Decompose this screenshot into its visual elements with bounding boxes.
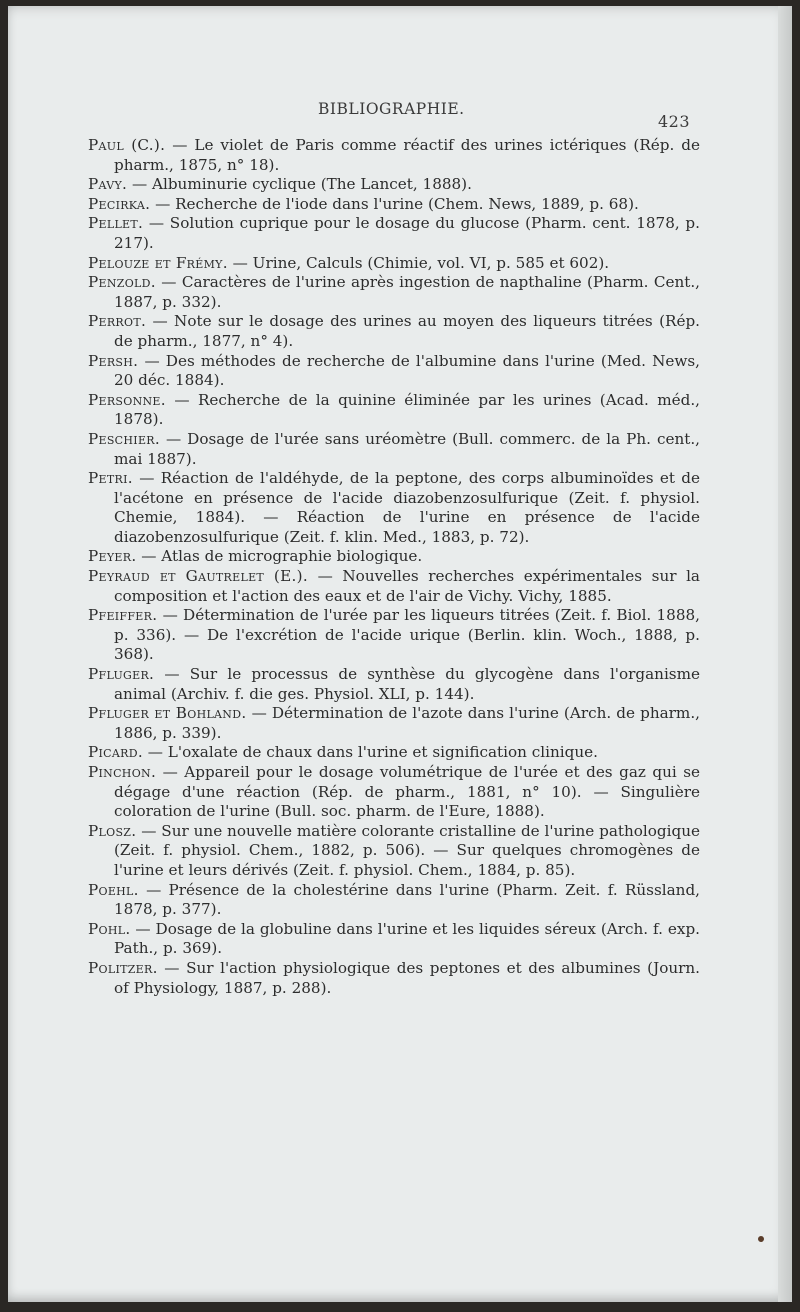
entry-text: — Des méthodes de recherche de l'albumine dans l'urine (Med. News, 20 déc. 1884).: [114, 351, 700, 390]
entry-author: Perrot.: [88, 312, 147, 331]
bibliography-list: [88, 136, 700, 998]
entry-author: Peyraud et Gautrelet (E.).: [88, 567, 309, 586]
bibliography-entry: [88, 959, 700, 998]
entry-text: — Atlas de micrographie biologique.: [136, 547, 423, 566]
entry-author: Pinchon.: [88, 763, 157, 781]
entry-author: Pfluger et Bohland.: [88, 704, 247, 723]
entry-author: Paul (C.).: [88, 136, 166, 154]
entry-author: Plosz.: [88, 821, 137, 840]
bibliography-entry: [88, 606, 700, 665]
entry-text: — Urine, Calculs (Chimie, vol. VI, p. 585 et 602).: [227, 253, 610, 272]
bibliography-entry: [88, 881, 700, 920]
ink-spot-decoration: [758, 1236, 764, 1242]
bibliography-entry: [88, 920, 700, 959]
bibliography-entry: [88, 312, 700, 351]
entry-text: — Présence de la cholestérine dans l'urine (Pharm. Zeit. f. Rüssland, 1878, p. 377).: [114, 880, 700, 919]
entry-text: — Caractères de l'urine après ingestion de napthaline (Pharm. Cent., 1887, p. 332).: [114, 273, 700, 311]
entry-author: Pavy.: [88, 175, 128, 194]
bibliography-entry: [88, 352, 700, 391]
entry-text: — Sur l'action physiologique des peptones et des albumines (Journ. of Physiology, 1887, p. 288).: [114, 958, 700, 997]
entry-author: Peschier.: [88, 429, 160, 448]
entry-author: Politzer.: [88, 958, 158, 977]
entry-author: Peyer.: [88, 547, 137, 566]
entry-author: Personne.: [88, 390, 166, 409]
bibliography-entry: [88, 822, 700, 881]
entry-author: Pfeiffer.: [88, 606, 158, 625]
entry-text: — Dosage de l'urée sans uréomètre (Bull. commerc. de la Ph. cent., mai 1887).: [114, 429, 700, 468]
entry-text: — L'oxalate de chaux dans l'urine et signification clinique.: [142, 743, 598, 762]
entry-author: Picard.: [88, 743, 143, 762]
bibliography-entry: [88, 704, 700, 743]
entry-text: — Détermination de l'azote dans l'urine (Arch. de pharm., 1886, p. 339).: [114, 704, 700, 742]
entry-author: Pellet.: [88, 214, 144, 233]
entry-text: — Appareil pour le dosage volumétrique de l'urée et des gaz qui se dégage d'une réaction (Rép. de pharm., 1881, n° 10). — Singulière coloration de l'urine (Bull. soc. pharm. de l'Eure, 1888).: [114, 763, 700, 821]
entry-author: Pecirka.: [88, 194, 151, 213]
entry-author: Poehl.: [88, 880, 139, 899]
bibliography-entry: [88, 567, 700, 606]
entry-text: — Dosage de la globuline dans l'urine et les liquides séreux (Arch. f. exp. Path., p. 369).: [114, 919, 700, 958]
bibliography-entry: [88, 547, 700, 567]
entry-author: Pfluger.: [88, 665, 155, 684]
entry-text: — Note sur le dosage des urines au moyen des liqueurs titrées (Rép. de pharm., 1877, n° 4).: [114, 312, 700, 350]
entry-text: — Réaction de l'aldéhyde, de la peptone, des corps albuminoïdes et de l'acétone en présence de l'acide diazobenzosulfurique (Zeit. f. physiol. Chemie, 1884). — Réaction de l'urine en présence de l'acide diazobenzosulfurique (Zeit. f. klin. Med., 1883, p. 72).: [114, 469, 700, 546]
entry-text: — Recherche de l'iode dans l'urine (Chem. News, 1889, p. 68).: [150, 194, 639, 213]
entry-author: Pohl.: [88, 919, 131, 938]
book-page: [8, 6, 792, 1302]
entry-text: — Sur une nouvelle matière colorante cristalline de l'urine pathologique (Zeit. f. physiol. Chem., 1882, p. 506). — Sur quelques chromogènes de l'urine et leurs dérivés (Zeit. f. physiol. Chem., 1884, p. 85).: [114, 821, 700, 879]
bibliography-entry: [88, 195, 700, 215]
bibliography-entry: [88, 763, 700, 822]
entry-author: Persh.: [88, 351, 139, 370]
bibliography-entry: [88, 469, 700, 547]
bibliography-entry: [88, 175, 700, 195]
bibliography-entry: [88, 273, 700, 312]
bibliography-entry: [88, 391, 700, 430]
entry-author: Petri.: [88, 469, 133, 488]
bibliography-entry: [88, 214, 700, 253]
entry-text: — Recherche de la quinine éliminée par les urines (Acad. méd., 1878).: [114, 390, 700, 429]
bibliography-entry: [88, 136, 700, 175]
entry-text: — Nouvelles recherches expérimentales sur la composition et l'action des eaux et de l'air de Vichy. Vichy, 1885.: [114, 567, 700, 605]
entry-text: — Détermination de l'urée par les liqueurs titrées (Zeit. f. Biol. 1888, p. 336). — De l'excrétion de l'acide urique (Berlin. klin. Woch., 1888, p. 368).: [114, 606, 700, 664]
entry-author: Pelouze et Frémy.: [88, 253, 228, 272]
entry-text: — Albuminurie cyclique (The Lancet, 1888).: [127, 175, 472, 194]
entry-text: — Sur le processus de synthèse du glycogène dans l'organisme animal (Archiv. f. die ges. Physiol. XLI, p. 144).: [114, 665, 700, 703]
bibliography-entry: [88, 743, 700, 763]
page-number: 423: [658, 112, 691, 131]
entry-author: Penzold.: [88, 273, 156, 292]
entry-text: — Solution cuprique pour le dosage du glucose (Pharm. cent. 1878, p. 217).: [114, 214, 700, 252]
bibliography-entry: [88, 665, 700, 704]
running-title: BIBLIOGRAPHIE.: [318, 100, 465, 118]
bibliography-entry: [88, 254, 700, 274]
entry-text: — Le violet de Paris comme réactif des urines ictériques (Rép. de pharm., 1875, n° 18).: [114, 136, 700, 174]
bibliography-entry: [88, 430, 700, 469]
